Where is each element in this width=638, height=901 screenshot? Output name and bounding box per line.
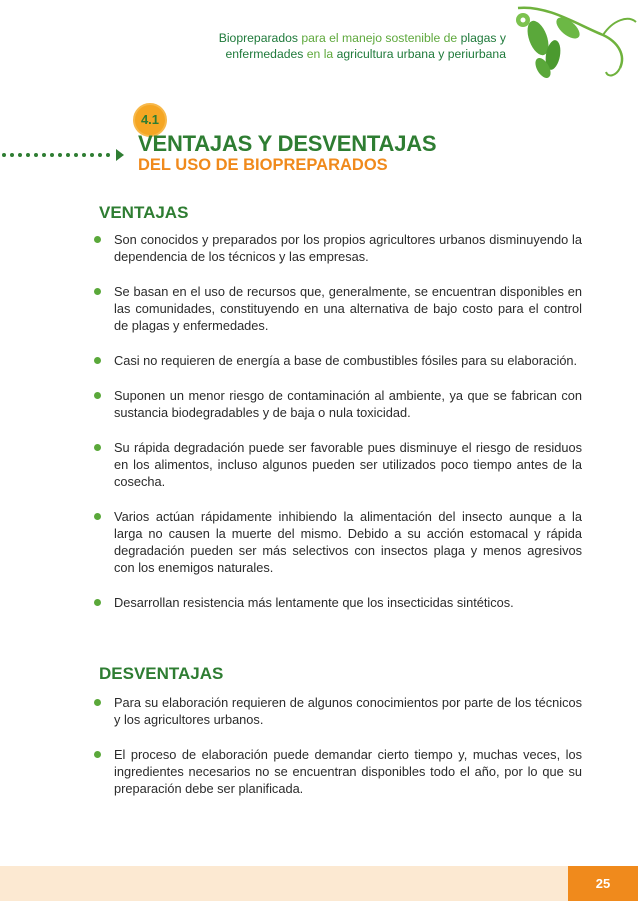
list-item-text: Desarrollan resistencia más lentamente que los insecticidas sintéticos. [114,595,514,610]
header-text-segment: para el manejo sostenible de [301,31,461,45]
section-subtitle: DEL USO DE BIOPREPARADOS [138,156,388,174]
section-number-badge: 4.1 [133,103,167,137]
bullet-dot-icon [94,599,101,606]
list-item [92,352,582,369]
header-text-segment: enfermedades [225,47,307,61]
bullet-dot-icon [94,699,101,706]
bullet-dot-icon [94,357,101,364]
footer-bar [0,866,638,901]
bullet-dot-icon [94,288,101,295]
header-text-segment: Biopreparados [218,31,302,45]
list-item-text: Son conocidos y preparados por los propios agricultores urbanos disminuyendo la dependencia de los técnicos y las empresas. [114,232,582,264]
bullet-dot-icon [94,751,101,758]
list-item-text: Casi no requieren de energía a base de combustibles fósiles para su elaboración. [114,353,578,368]
header-text-segment: agricultura urbana y periurbana [336,47,506,61]
list-item [92,694,582,728]
list-item-text: Varios actúan rápidamente inhibiendo la alimentación del insecto aunque a la larga no causen la muerte del mismo. Debido a su acción estomacal y rápida degradación pueden ser más selectivos con insectos plaga y menos agresivos con los enemigos naturales. [114,509,582,575]
vine-leaves-icon [508,0,638,90]
bullet-dot-icon [94,444,101,451]
list-item-text: Se basan en el uso de recursos que, generalmente, se encuentran disponibles en las comunidades, constituyendo en una alternativa de bajo costo para el control de plagas y enfermedades. [114,284,582,333]
list-item-text: Para su elaboración requieren de algunos conocimientos por parte de los técnicos y los agricultores urbanos. [114,695,582,727]
list-item [92,508,582,576]
list-item-text: Suponen un menor riesgo de contaminación al ambiente, ya que se fabrican con sustancia biodegradables y de baja o nula toxicidad. [114,388,582,420]
bullet-dot-icon [94,513,101,520]
list-item [92,594,582,611]
header-line-1 [219,30,506,46]
desventajas-heading: DESVENTAJAS [99,664,224,683]
header-title [219,30,506,62]
header-text-segment: en la [306,47,337,61]
list-item [92,387,582,421]
list-item-text: El proceso de elaboración puede demandar cierto tiempo y, muchas veces, los ingredientes necesarios no se encuentran disponibles todo el año, por lo que su preparación debe ser planificada. [114,747,582,796]
header-text-segment: plagas y [460,31,506,45]
list-item-text: Su rápida degradación puede ser favorable pues disminuye el riesgo de residuos en los alimentos, incluso algunos pueden ser utilizados poco tiempo antes de la cosecha. [114,440,582,489]
bullet-dot-icon [94,236,101,243]
bullet-dot-icon [94,392,101,399]
list-item [92,231,582,265]
section-title: VENTAJAS Y DESVENTAJAS [138,131,437,156]
ventajas-list [92,231,582,611]
list-item [92,283,582,334]
dotted-line-icon [0,148,125,162]
header-line-2 [219,46,506,62]
ventajas-heading: VENTAJAS [99,203,189,222]
list-item [92,746,582,797]
desventajas-list [92,694,582,797]
list-item [92,439,582,490]
page-number: 25 [568,866,638,901]
